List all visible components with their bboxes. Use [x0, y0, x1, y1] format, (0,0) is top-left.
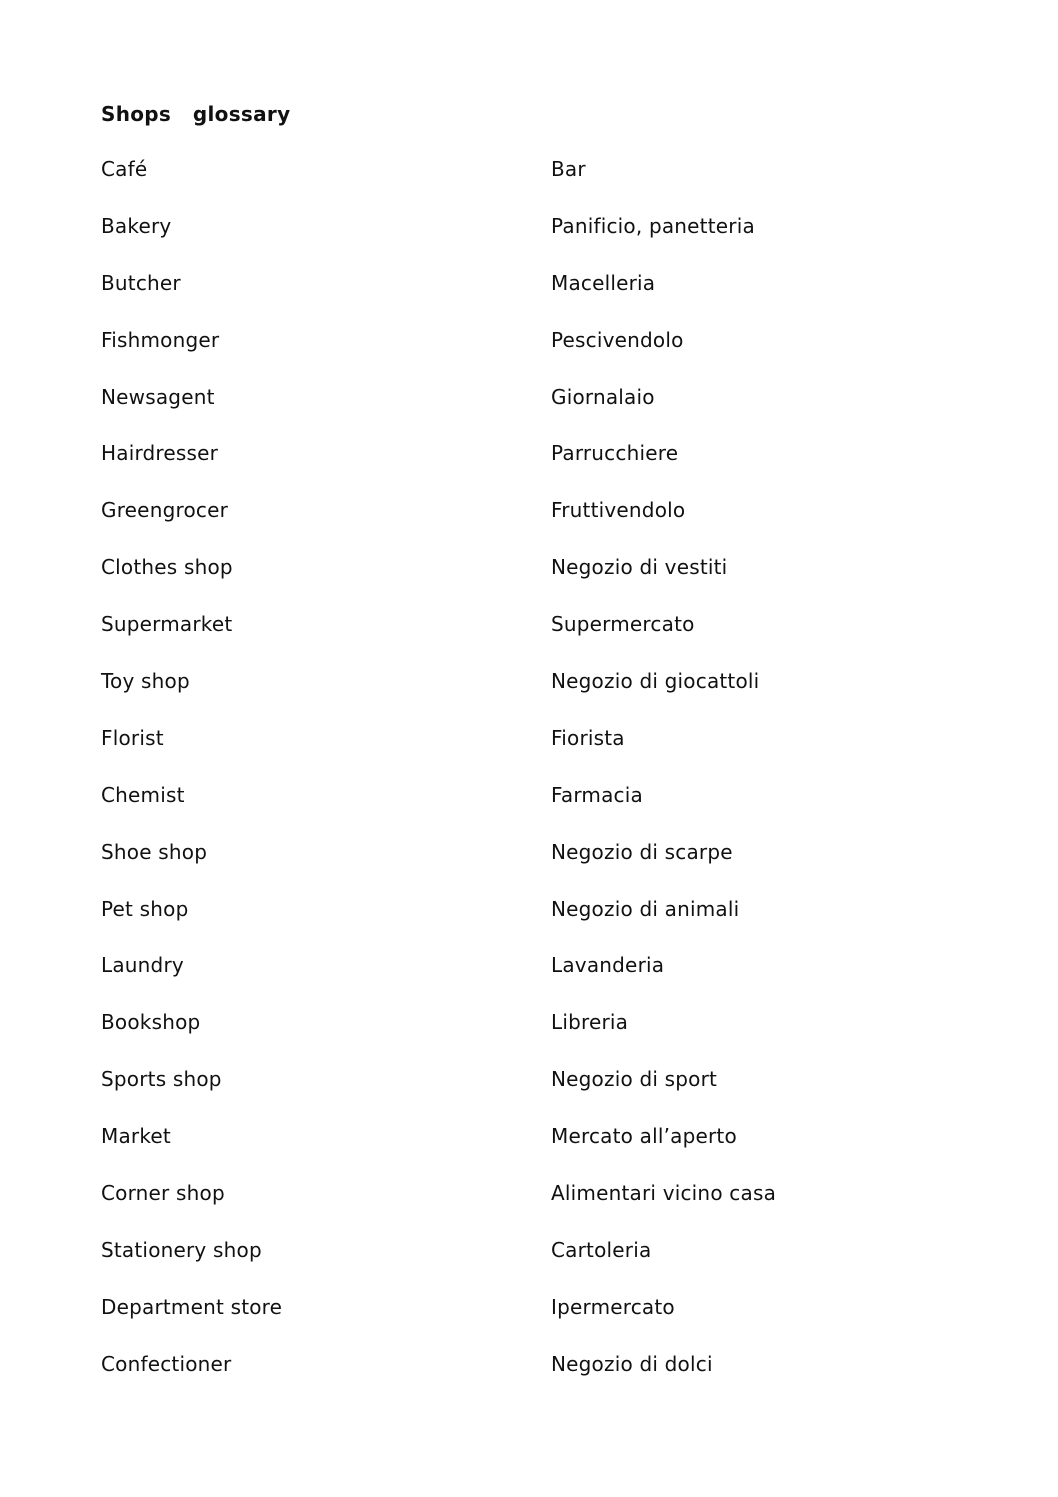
- italian-translation: Pescivendolo: [551, 327, 684, 352]
- english-term: Bakery: [101, 213, 172, 238]
- italian-translation: Farmacia: [551, 782, 643, 807]
- english-term: Toy shop: [101, 669, 190, 694]
- english-term: Shoe shop: [101, 839, 208, 864]
- italian-translation: Libreria: [551, 1010, 629, 1035]
- english-term: Fishmonger: [101, 327, 220, 352]
- glossary-row: [101, 1067, 961, 1124]
- glossary-row: [101, 328, 961, 385]
- italian-translation: Fiorista: [551, 725, 625, 750]
- english-term: Butcher: [101, 270, 181, 295]
- glossary-row: [101, 441, 961, 498]
- italian-translation: Giornalaio: [551, 384, 655, 409]
- glossary-row: [101, 157, 961, 214]
- english-term: Florist: [101, 725, 164, 750]
- english-term: Pet shop: [101, 896, 189, 921]
- glossary-row: [101, 1124, 961, 1181]
- english-term: Clothes shop: [101, 555, 233, 580]
- italian-translation: Bar: [551, 157, 586, 181]
- italian-translation: Ipermercato: [551, 1294, 675, 1319]
- glossary-row: [101, 612, 961, 669]
- english-term: Stationery shop: [101, 1237, 262, 1262]
- italian-translation: Supermercato: [551, 612, 695, 637]
- italian-translation: Mercato all’aperto: [551, 1124, 737, 1149]
- italian-translation: Panificio, panetteria: [551, 213, 755, 238]
- english-term: Greengrocer: [101, 498, 229, 523]
- italian-translation: Lavanderia: [551, 953, 665, 978]
- glossary-list: [101, 157, 961, 1409]
- italian-translation: Alimentari vicino casa: [551, 1181, 777, 1206]
- glossary-row: [101, 555, 961, 612]
- italian-translation: Negozio di animali: [551, 896, 740, 921]
- english-term: Supermarket: [101, 612, 233, 637]
- italian-translation: Negozio di vestiti: [551, 555, 728, 580]
- glossary-row: [101, 271, 961, 328]
- english-term: Corner shop: [101, 1181, 225, 1206]
- english-term: Chemist: [101, 782, 185, 807]
- english-term: Sports shop: [101, 1067, 222, 1092]
- italian-translation: Cartoleria: [551, 1237, 652, 1262]
- glossary-row: [101, 214, 961, 271]
- glossary-row: [101, 953, 961, 1010]
- english-term: Café: [101, 157, 148, 181]
- italian-translation: Negozio di giocattoli: [551, 669, 760, 694]
- glossary-row: [101, 1238, 961, 1295]
- italian-translation: Negozio di scarpe: [551, 839, 733, 864]
- glossary-row: [101, 1352, 961, 1409]
- glossary-row: [101, 840, 961, 897]
- glossary-row: [101, 897, 961, 954]
- english-term: Hairdresser: [101, 441, 219, 466]
- english-term: Department store: [101, 1294, 283, 1319]
- english-term: Bookshop: [101, 1010, 201, 1035]
- italian-translation: Parrucchiere: [551, 441, 679, 466]
- glossary-row: [101, 1181, 961, 1238]
- english-term: Market: [101, 1124, 171, 1149]
- english-term: Confectioner: [101, 1351, 232, 1376]
- english-term: Laundry: [101, 953, 184, 978]
- glossary-row: [101, 783, 961, 840]
- glossary-row: [101, 669, 961, 726]
- italian-translation: Macelleria: [551, 270, 656, 295]
- glossary-row: [101, 498, 961, 555]
- page-title: Shops glossary: [101, 102, 291, 126]
- glossary-row: [101, 1295, 961, 1352]
- glossary-row: [101, 726, 961, 783]
- italian-translation: Negozio di dolci: [551, 1351, 713, 1376]
- glossary-row: [101, 1010, 961, 1067]
- glossary-row: [101, 385, 961, 442]
- italian-translation: Negozio di sport: [551, 1067, 718, 1092]
- english-term: Newsagent: [101, 384, 215, 409]
- italian-translation: Fruttivendolo: [551, 498, 686, 523]
